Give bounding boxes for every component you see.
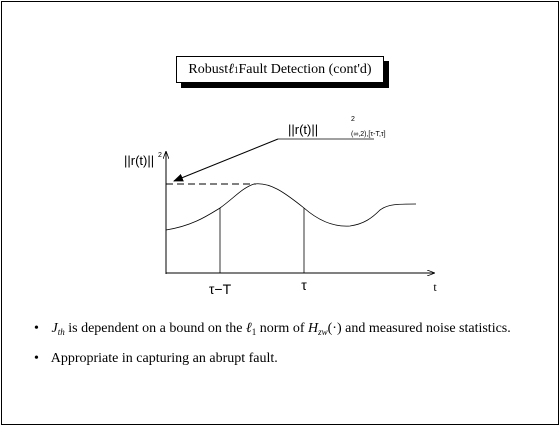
y-axis-label-sup: 2: [158, 152, 162, 159]
bullet-text-a: is dependent on a bound on the: [64, 321, 246, 336]
y-axis-label: ||r(t)||: [124, 153, 155, 168]
callout-arrow: [174, 139, 278, 181]
title-text-post: Fault Detection (cont'd): [238, 61, 372, 77]
var-J: J: [51, 321, 58, 336]
slide: [1, 1, 559, 425]
x-axis-label: t: [433, 280, 437, 294]
var-H-sub: zw: [318, 327, 328, 337]
bullet-list: [34, 320, 511, 377]
title-text-pre: Robust: [188, 61, 229, 77]
callout-sub: (∞,2),[τ-T,τ]: [351, 131, 386, 138]
callout-label: ||r(t)||: [288, 122, 319, 137]
callout-sup: 2: [351, 116, 355, 123]
var-H-arg: (·): [327, 321, 342, 336]
var-J-sub: th: [57, 327, 65, 337]
var-H: H: [307, 321, 319, 336]
bullet-ell: ℓ: [245, 321, 252, 336]
bullet-text-c: and measured noise statistics.: [341, 321, 511, 336]
title-ell: ℓ: [228, 61, 234, 77]
bullet-text-b: norm of: [256, 321, 308, 336]
tick-label-tau: τ: [301, 277, 307, 293]
tick-label-tau-minus-T: τ−T: [208, 281, 232, 297]
bullet-item-threshold: [34, 320, 511, 341]
bullet-ell-sub: 1: [251, 327, 257, 337]
residual-norm-diagram: [2, 2, 560, 302]
residual-curve: [166, 184, 416, 230]
bullet-text: Appropriate in capturing an abrupt fault.: [50, 351, 278, 366]
title-ell-sub: 1: [233, 64, 239, 75]
bullet-item-abrupt: [34, 350, 511, 368]
